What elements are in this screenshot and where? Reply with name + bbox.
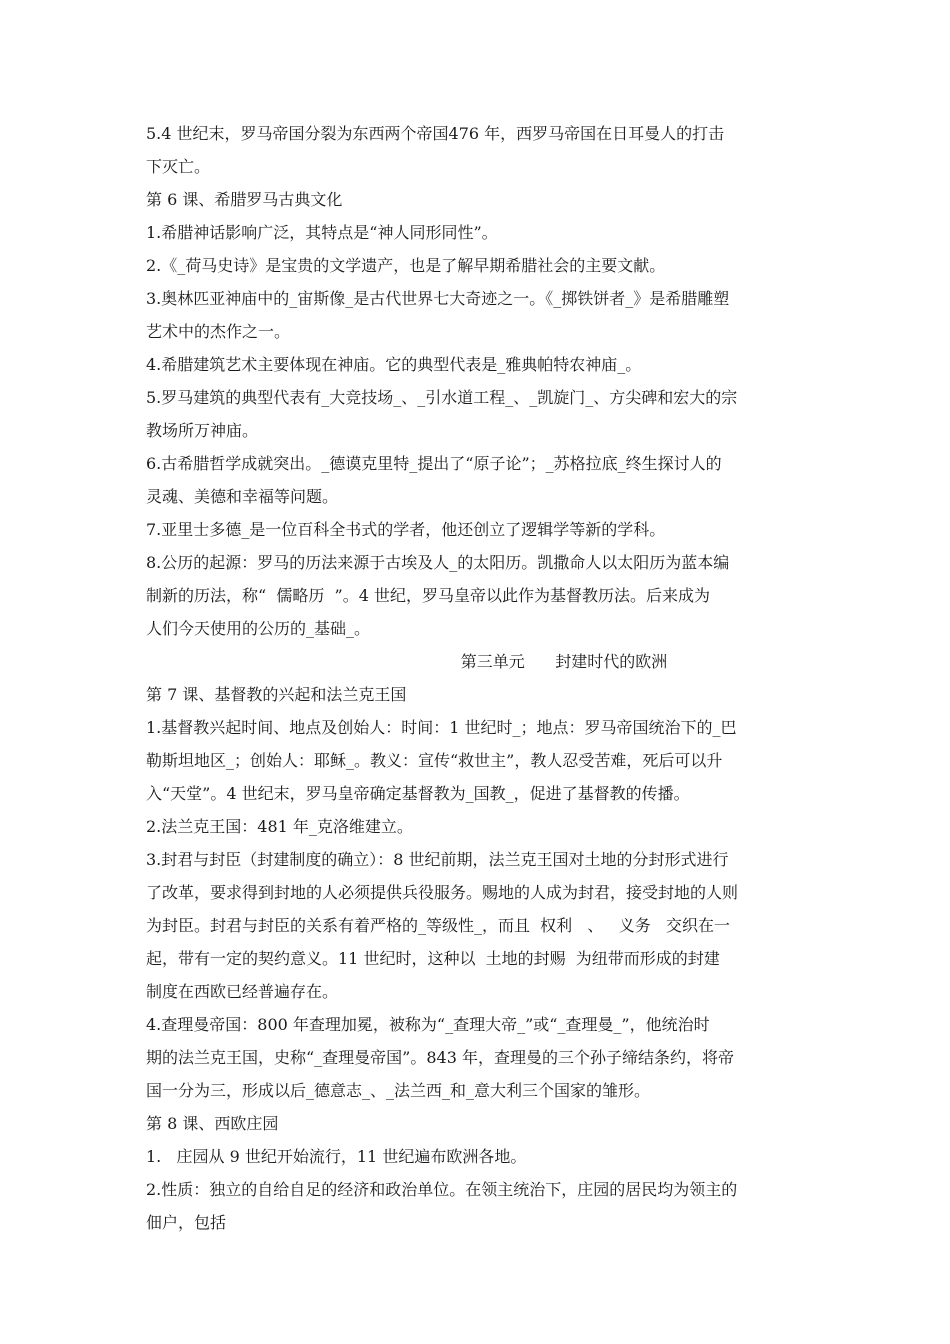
text-line: 6.古希腊哲学成就突出。_德谟克里特_提出了“原子论”；_苏格拉底_终生探讨人的 bbox=[146, 454, 722, 473]
text-line: 1. 庄园从 9 世纪开始流行，11 世纪遍布欧洲各地。 bbox=[146, 1147, 527, 1166]
text-line: 下灭亡。 bbox=[146, 157, 211, 176]
unit-heading: 第三单元 封建时代的欧洲 bbox=[460, 652, 668, 671]
text-line: 3.封君与封臣（封建制度的确立）：8 世纪前期，法兰克王国对土地的分封形式进行 bbox=[146, 850, 729, 869]
text-line: 灵魂、美德和幸福等问题。 bbox=[146, 487, 339, 506]
text-line: 制新的历法，称“ 儒略历 ”。4 世纪，罗马皇帝以此作为基督教历法。后来成为 bbox=[146, 586, 710, 605]
text-line: 制度在西欧已经普遍存在。 bbox=[146, 982, 339, 1001]
lesson-heading: 第 6 课、希腊罗马古典文化 bbox=[146, 190, 343, 209]
lesson-heading: 第 8 课、西欧庄园 bbox=[146, 1114, 279, 1133]
text-line: 期的法兰克王国，史称“_查理曼帝国”。843 年，查理曼的三个孙子缔结条约，将帝 bbox=[146, 1048, 734, 1067]
text-line: 1.基督教兴起时间、地点及创始人：时间：1 世纪时_；地点：罗马帝国统治下的_巴 bbox=[146, 718, 737, 737]
text-line: 教场所万神庙。 bbox=[146, 421, 259, 440]
text-line: 2.《_荷马史诗》是宝贵的文学遗产，也是了解早期希腊社会的主要文献。 bbox=[146, 256, 666, 275]
text-line: 起，带有一定的契约意义。11 世纪时，这种以 土地的封赐 为纽带而形成的封建 bbox=[146, 949, 720, 968]
text-line: 为封臣。封君与封臣的关系有着严格的_等级性_，而且 权利 、 义务 交织在一 bbox=[146, 916, 730, 935]
text-line: 3.奥林匹亚神庙中的_宙斯像_是古代世界七大奇迹之一。《_掷铁饼者_》是希腊雕塑 bbox=[146, 289, 730, 308]
text-line: 入“天堂”。4 世纪末，罗马皇帝确定基督教为_国教_，促进了基督教的传播。 bbox=[146, 784, 690, 803]
text-line: 了改革，要求得到封地的人必须提供兵役服务。赐地的人成为封君，接受封地的人则 bbox=[146, 883, 739, 902]
text-line: 1.希腊神话影响广泛，其特点是“神人同形同性”。 bbox=[146, 223, 498, 242]
text-line: 5.4 世纪末，罗马帝国分裂为东西两个帝国476 年，西罗马帝国在日耳曼人的打击 bbox=[146, 124, 725, 143]
text-line: 佃户，包括 bbox=[146, 1213, 227, 1232]
text-line: 2.法兰克王国：481 年_克洛维建立。 bbox=[146, 817, 413, 836]
lesson-heading: 第 7 课、基督教的兴起和法兰克王国 bbox=[146, 685, 407, 704]
text-line: 人们今天使用的公历的_基础_。 bbox=[146, 619, 371, 638]
text-line: 勒斯坦地区_；创始人：耶稣_。教义：宣传“救世主”，教人忍受苦难，死后可以升 bbox=[146, 751, 723, 770]
text-line: 8.公历的起源：罗马的历法来源于古埃及人_的太阳历。凯撒命人以太阳历为蓝本编 bbox=[146, 553, 730, 572]
text-line: 5.罗马建筑的典型代表有_大竞技场_、_引水道工程_、_凯旋门_、方尖碑和宏大的宗 bbox=[146, 388, 738, 407]
text-line: 2.性质：独立的自给自足的经济和政治单位。在领主统治下，庄园的居民均为领主的 bbox=[146, 1180, 738, 1199]
text-line: 4.查理曼帝国：800 年查理加冕，被称为“_查理大帝_”或“_查理曼_”，他统治时 bbox=[146, 1015, 710, 1034]
text-line: 国一分为三，形成以后_德意志_、_法兰西_和_意大利三个国家的雏形。 bbox=[146, 1081, 651, 1100]
text-line: 4.希腊建筑艺术主要体现在神庙。它的典型代表是_雅典帕特农神庙_。 bbox=[146, 355, 642, 374]
text-line: 7.亚里士多德_是一位百科全书式的学者，他还创立了逻辑学等新的学科。 bbox=[146, 520, 666, 539]
text-line: 艺术中的杰作之一。 bbox=[146, 322, 291, 341]
